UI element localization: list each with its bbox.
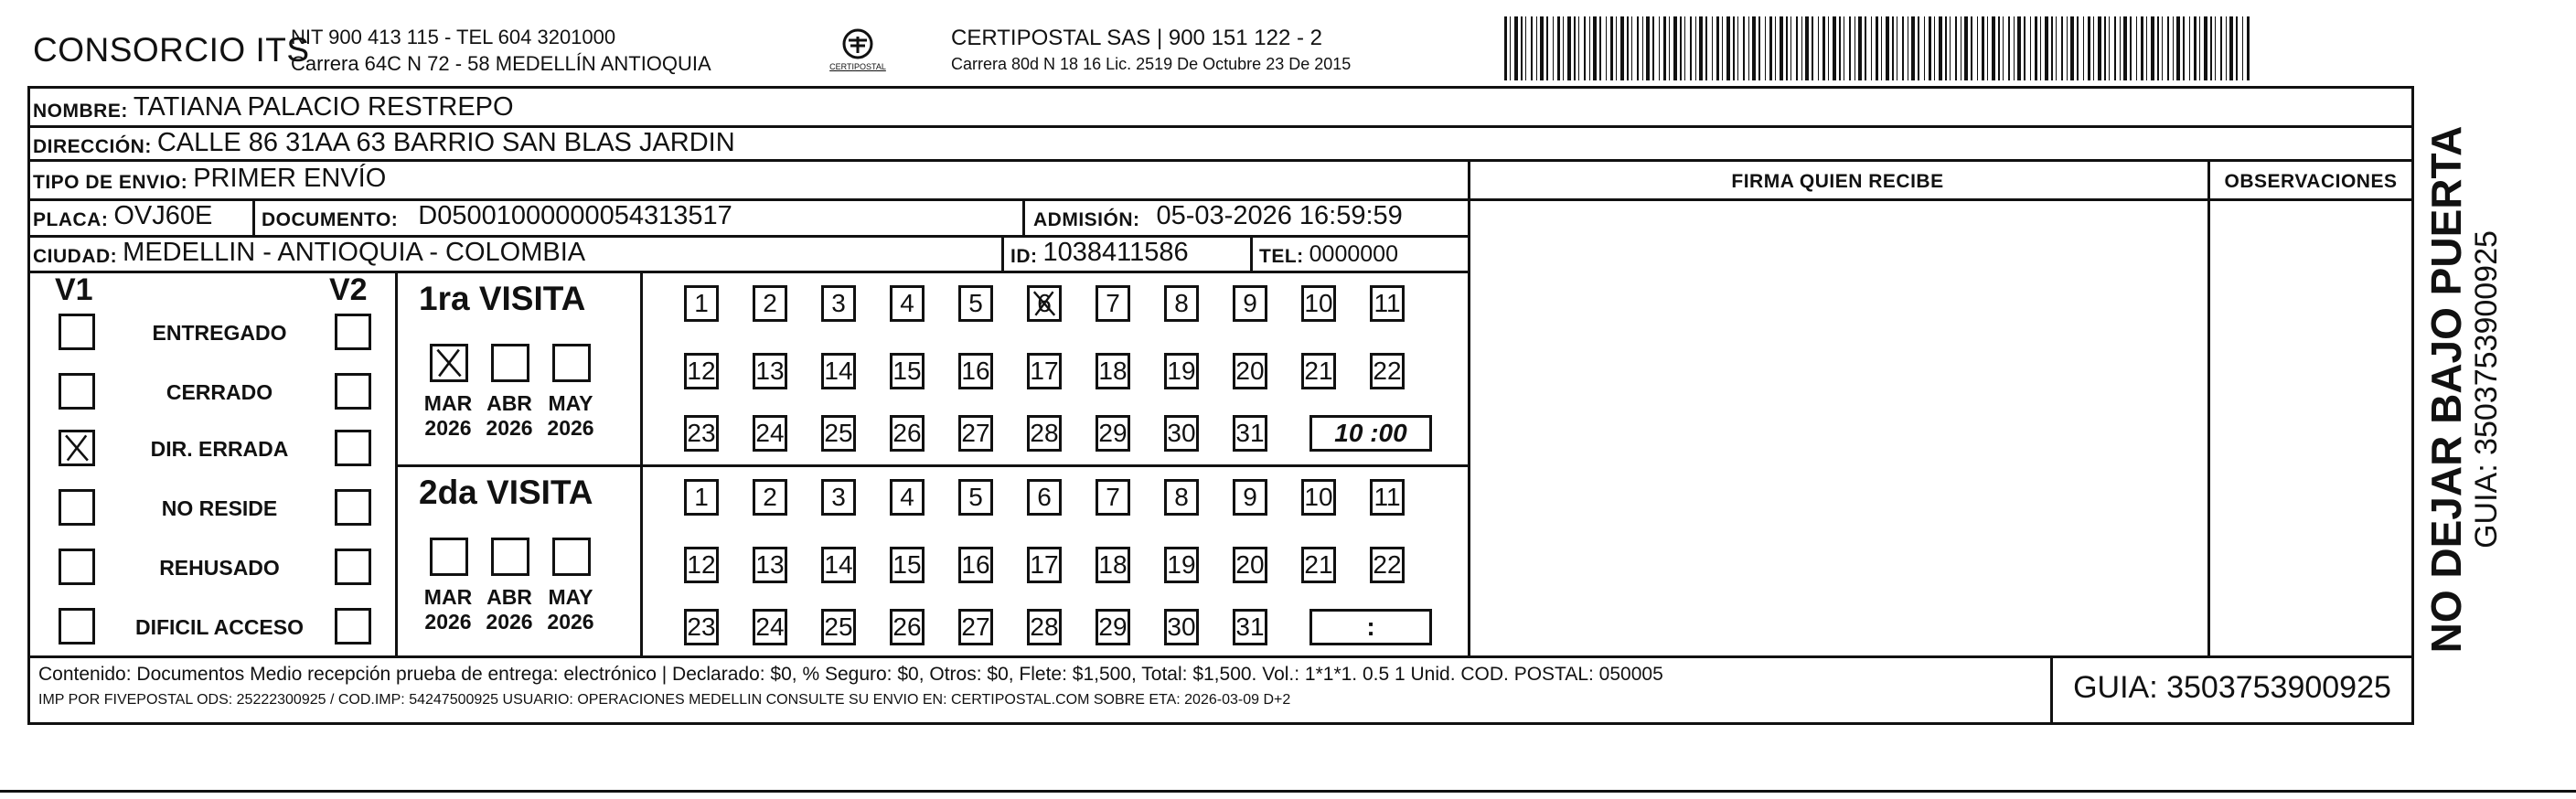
v2-checkbox[interactable]	[335, 489, 371, 526]
ciudad-label: CIUDAD:	[33, 246, 118, 267]
day-box[interactable]	[1027, 353, 1062, 389]
day-box[interactable]	[684, 353, 719, 389]
day-number: 29	[1098, 419, 1128, 447]
day-box[interactable]	[1370, 479, 1405, 516]
id-label: ID:	[1010, 246, 1038, 267]
day-number: 11	[1374, 483, 1401, 511]
day-number: 17	[1030, 357, 1059, 385]
day-box[interactable]	[890, 609, 925, 645]
status-label: NO RESIDE	[161, 496, 278, 520]
day-number: 18	[1098, 357, 1128, 385]
placa-row	[33, 200, 212, 231]
day-number: 8	[1174, 289, 1189, 317]
month-year: 2026	[547, 610, 594, 634]
day-number: 6	[1037, 483, 1052, 511]
day-box[interactable]	[958, 479, 993, 516]
day-number: 1	[694, 289, 709, 317]
day-number: 13	[755, 550, 785, 579]
company-address: Carrera 64C N 72 - 58 MEDELLÍN ANTIOQUIA	[291, 52, 711, 75]
month-name: MAY	[548, 391, 593, 415]
day-number: 15	[893, 550, 922, 579]
day-number: 26	[893, 419, 922, 447]
v2-checkbox[interactable]	[335, 314, 371, 350]
day-number: 27	[961, 613, 990, 641]
observaciones-header: OBSERVACIONES	[2224, 171, 2398, 192]
tel-value: 0000000	[1309, 241, 1398, 267]
firma-header: FIRMA QUIEN RECIBE	[1731, 171, 1944, 192]
day-box[interactable]	[821, 479, 856, 516]
day-box[interactable]	[1301, 479, 1336, 516]
day-box[interactable]	[684, 547, 719, 583]
day-number: 22	[1373, 550, 1402, 579]
day-number: 4	[900, 289, 914, 317]
tel-row	[1259, 237, 1398, 268]
time-box[interactable]	[1309, 415, 1432, 452]
v2-checkbox[interactable]	[335, 608, 371, 645]
day-number: 24	[755, 419, 785, 447]
time-box[interactable]	[1309, 609, 1432, 645]
day-box[interactable]	[1027, 609, 1062, 645]
day-number: 29	[1098, 613, 1128, 641]
nombre-label: NOMBRE:	[33, 101, 128, 122]
day-box[interactable]	[1233, 285, 1267, 322]
day-number: 31	[1235, 613, 1265, 641]
day-number: 5	[968, 289, 983, 317]
day-number: 28	[1030, 419, 1059, 447]
day-box[interactable]	[1164, 285, 1199, 322]
day-number: 17	[1030, 550, 1059, 579]
day-box[interactable]	[1233, 547, 1267, 583]
day-box[interactable]	[890, 547, 925, 583]
tel-label: TEL:	[1259, 246, 1304, 267]
day-number: 12	[687, 357, 716, 385]
v1-checkbox[interactable]	[59, 314, 95, 350]
month-label	[543, 585, 598, 634]
v1-checkbox[interactable]	[59, 549, 95, 585]
month-checkbox[interactable]	[552, 538, 591, 576]
day-box[interactable]	[1233, 609, 1267, 645]
day-box[interactable]	[753, 479, 787, 516]
day-box[interactable]	[1164, 479, 1199, 516]
day-number: 15	[893, 357, 922, 385]
month-label	[482, 391, 537, 441]
day-number: 30	[1167, 613, 1196, 641]
month-label	[421, 391, 476, 441]
documento-value: D05001000000054313517	[418, 201, 732, 230]
day-box[interactable]	[753, 415, 787, 452]
admision-value: 05-03-2026 16:59:59	[1156, 201, 1403, 230]
day-box[interactable]	[1027, 479, 1062, 516]
ciudad-row	[33, 237, 585, 268]
visit-title: 2da VISITA	[419, 474, 593, 511]
day-number: 7	[1106, 483, 1120, 511]
company-name: CONSORCIO ITS	[33, 31, 310, 69]
day-number: 26	[893, 613, 922, 641]
day-box[interactable]	[890, 479, 925, 516]
day-number: 3	[831, 483, 846, 511]
day-box[interactable]	[684, 479, 719, 516]
day-number: 16	[961, 550, 990, 579]
day-box[interactable]	[958, 415, 993, 452]
day-box[interactable]	[1370, 353, 1405, 389]
footer-imp: IMP POR FIVEPOSTAL ODS: 25222300925 / COD.IMP: 54247500925 USUARIO: OPERACIONES MEDELLIN CONSULTE SU ENVIO EN: CERTIPOSTAL.COM SOBRE ETA: 2026-03-09 D+2	[38, 692, 1291, 708]
v2-header: V2	[329, 272, 368, 307]
day-number: 28	[1030, 613, 1059, 641]
day-number: 14	[824, 357, 853, 385]
day-box[interactable]	[684, 285, 719, 322]
day-box[interactable]	[1096, 609, 1130, 645]
month-checkbox[interactable]	[430, 344, 468, 382]
side-text	[2414, 88, 2515, 691]
documento-label: DOCUMENTO:	[262, 209, 399, 230]
day-number: 16	[961, 357, 990, 385]
day-number: 4	[900, 483, 914, 511]
nombre-row	[33, 91, 514, 123]
day-number: 27	[961, 419, 990, 447]
day-box[interactable]	[1096, 547, 1130, 583]
day-box[interactable]	[958, 353, 993, 389]
v2-checkbox[interactable]	[335, 430, 371, 466]
day-box[interactable]	[1164, 415, 1199, 452]
month-year: 2026	[424, 610, 472, 634]
day-box[interactable]	[1027, 547, 1062, 583]
day-box[interactable]	[1301, 547, 1336, 583]
day-number: 1	[694, 483, 709, 511]
time-value: 10 :00	[1334, 419, 1407, 447]
direccion-value: CALLE 86 31AA 63 BARRIO SAN BLAS JARDIN	[156, 128, 735, 157]
day-number: 30	[1167, 419, 1196, 447]
day-number: 20	[1235, 357, 1265, 385]
month-name: MAR	[423, 391, 473, 415]
day-box[interactable]	[958, 285, 993, 322]
month-checkbox[interactable]	[491, 538, 529, 576]
day-box[interactable]	[1301, 285, 1336, 322]
day-box[interactable]	[753, 609, 787, 645]
status-label: ENTREGADO	[152, 321, 287, 345]
tipo-envio-value: PRIMER ENVÍO	[193, 164, 387, 193]
barcode	[1504, 16, 2254, 80]
day-number: 6	[1037, 289, 1052, 317]
day-box[interactable]	[821, 609, 856, 645]
v1-header: V1	[55, 272, 93, 307]
x-mark-icon	[61, 432, 92, 463]
documento-row	[262, 200, 732, 231]
day-number: 23	[687, 419, 716, 447]
courier-name: CERTIPOSTAL SAS | 900 151 122 - 2	[951, 26, 1322, 50]
day-number: 20	[1235, 550, 1265, 579]
admision-row	[1033, 200, 1403, 231]
day-box[interactable]	[1096, 285, 1130, 322]
day-box[interactable]	[753, 285, 787, 322]
v1-checkbox[interactable]	[59, 608, 95, 645]
placa-label: PLACA:	[33, 209, 109, 230]
courier-license: Carrera 80d N 18 16 Lic. 2519 De Octubre 23 De 2015	[951, 55, 1352, 73]
day-number: 7	[1106, 289, 1120, 317]
day-number: 12	[687, 550, 716, 579]
month-label	[421, 585, 476, 634]
day-box[interactable]	[1233, 353, 1267, 389]
day-box[interactable]	[1027, 285, 1062, 322]
footer-contenido: Contenido: Documentos Medio recepción prueba de entrega: electrónico | Declarado: $0, % Seguro: $0, Otros: $0, Flete: $1,500, Total: $1,500. Vol.: 1*1*1. 0.5 1 Unid. COD. POSTAL: 050005	[38, 664, 1663, 685]
day-number: 21	[1304, 357, 1333, 385]
day-box[interactable]	[1370, 547, 1405, 583]
day-box[interactable]	[1164, 609, 1199, 645]
day-number: 9	[1243, 289, 1257, 317]
tipo-envio-row	[33, 163, 386, 194]
day-box[interactable]	[1164, 353, 1199, 389]
day-box[interactable]	[821, 353, 856, 389]
day-number: 25	[824, 613, 853, 641]
day-number: 9	[1243, 483, 1257, 511]
day-box[interactable]	[1233, 415, 1267, 452]
month-checkbox[interactable]	[552, 344, 591, 382]
month-checkbox[interactable]	[491, 344, 529, 382]
day-number: 19	[1167, 550, 1196, 579]
side-guia: GUIA: 3503753900925	[2469, 230, 2504, 549]
day-box[interactable]	[821, 415, 856, 452]
day-number: 5	[968, 483, 983, 511]
x-mark-icon	[433, 346, 465, 379]
v2-checkbox[interactable]	[335, 373, 371, 410]
day-number: 2	[763, 483, 777, 511]
time-value: :	[1366, 613, 1375, 641]
logo-caption: CERTIPOSTAL	[829, 62, 886, 71]
day-number: 11	[1374, 289, 1401, 317]
v1-checkbox[interactable]	[59, 373, 95, 410]
month-name: ABR	[486, 585, 532, 609]
day-box[interactable]	[1096, 353, 1130, 389]
day-number: 2	[763, 289, 777, 317]
day-number: 3	[831, 289, 846, 317]
day-box[interactable]	[1096, 415, 1130, 452]
day-box[interactable]	[753, 547, 787, 583]
visit-title: 1ra VISITA	[419, 280, 586, 317]
day-number: 21	[1304, 550, 1333, 579]
day-box[interactable]	[890, 353, 925, 389]
day-number: 13	[755, 357, 785, 385]
day-number: 10	[1304, 483, 1333, 511]
no-dejar-bajo-puerta: NO DEJAR BAJO PUERTA	[2422, 125, 2470, 654]
ciudad-value: MEDELLIN - ANTIOQUIA - COLOMBIA	[123, 238, 586, 267]
day-box[interactable]	[1027, 415, 1062, 452]
day-box[interactable]	[958, 609, 993, 645]
day-box[interactable]	[1233, 479, 1267, 516]
month-year: 2026	[486, 610, 533, 634]
day-box[interactable]	[1301, 353, 1336, 389]
day-box[interactable]	[1164, 547, 1199, 583]
id-row	[1010, 237, 1189, 268]
month-label	[543, 391, 598, 441]
x-mark-icon	[1030, 288, 1059, 319]
company-nit: NIT 900 413 115 - TEL 604 3201000	[291, 26, 616, 48]
certipostal-logo	[812, 26, 903, 77]
day-box[interactable]	[684, 609, 719, 645]
direccion-row	[33, 127, 735, 158]
day-box[interactable]	[958, 547, 993, 583]
day-number: 19	[1167, 357, 1196, 385]
day-box[interactable]	[753, 353, 787, 389]
day-number: 31	[1235, 419, 1265, 447]
id-value: 1038411586	[1042, 238, 1189, 267]
status-label: CERRADO	[166, 380, 273, 404]
day-number: 18	[1098, 550, 1128, 579]
month-name: ABR	[486, 391, 532, 415]
v1-checkbox[interactable]	[59, 430, 95, 466]
month-name: MAY	[548, 585, 593, 609]
day-number: 14	[824, 550, 853, 579]
day-box[interactable]	[821, 285, 856, 322]
nombre-value: TATIANA PALACIO RESTREPO	[133, 92, 514, 122]
placa-value: OVJ60E	[113, 201, 213, 230]
day-number: 10	[1304, 289, 1333, 317]
day-box[interactable]	[1370, 285, 1405, 322]
month-label	[482, 585, 537, 634]
day-box[interactable]	[1096, 479, 1130, 516]
month-year: 2026	[486, 416, 533, 440]
month-name: MAR	[423, 585, 473, 609]
status-label: REHUSADO	[159, 556, 280, 580]
day-number: 22	[1373, 357, 1402, 385]
day-number: 23	[687, 613, 716, 641]
day-box[interactable]	[890, 285, 925, 322]
day-box[interactable]	[684, 415, 719, 452]
direccion-label: DIRECCIÓN:	[33, 136, 152, 157]
admision-label: ADMISIÓN:	[1033, 209, 1140, 230]
day-number: 25	[824, 419, 853, 447]
tipo-envio-label: TIPO DE ENVIO:	[33, 172, 188, 193]
v2-checkbox[interactable]	[335, 549, 371, 585]
day-number: 8	[1174, 483, 1189, 511]
month-year: 2026	[547, 416, 594, 440]
day-number: 24	[755, 613, 785, 641]
v1-checkbox[interactable]	[59, 489, 95, 526]
month-checkbox[interactable]	[430, 538, 468, 576]
footer-guia: GUIA: 3503753900925	[2073, 670, 2391, 705]
day-box[interactable]	[890, 415, 925, 452]
day-box[interactable]	[821, 547, 856, 583]
status-label: DIFICIL ACCESO	[134, 615, 304, 639]
status-label: DIR. ERRADA	[150, 437, 289, 461]
month-year: 2026	[424, 416, 472, 440]
